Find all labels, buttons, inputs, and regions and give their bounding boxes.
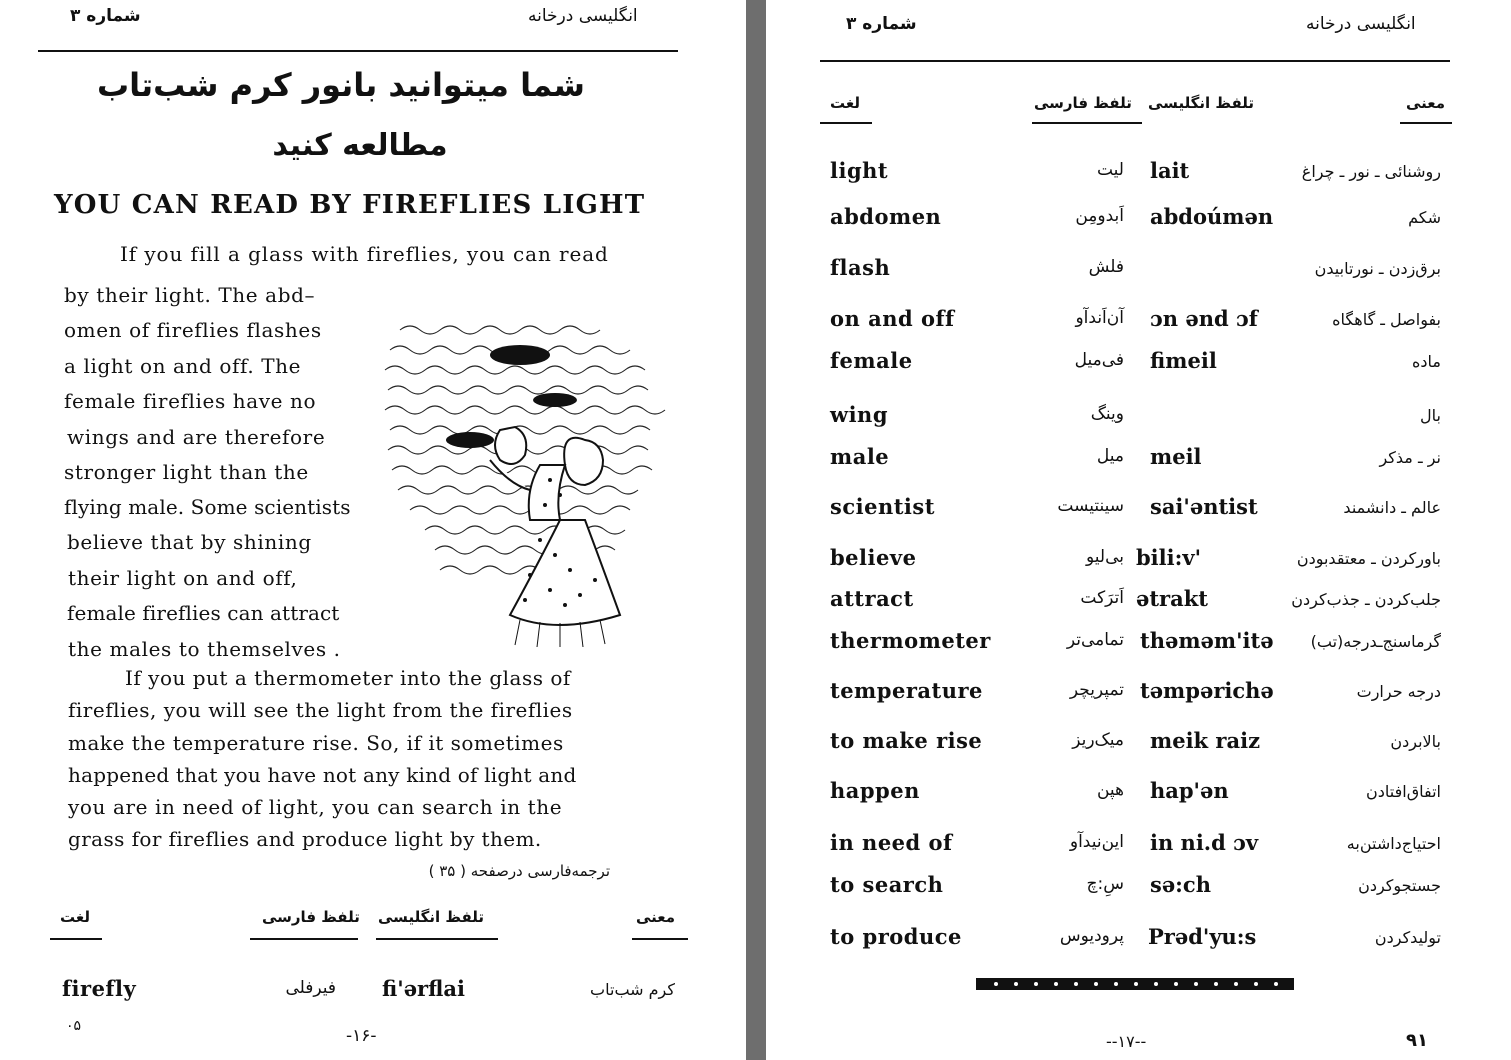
- right-header-rule: [820, 60, 1450, 62]
- vocab-row: [766, 628, 1511, 658]
- paragraph-line: fireflies, you will see the light from the fireflies: [68, 698, 573, 722]
- vocab-english-pronunciation: təmpərichə: [1140, 678, 1274, 703]
- column-header-persian-pronunciation: تلفظ فارسی: [262, 908, 360, 926]
- vocab-word: to produce: [830, 924, 962, 949]
- vocab-row: [766, 778, 1511, 808]
- paragraph-line: female fireflies have no: [64, 389, 317, 413]
- vocab-meaning: برق‌زدن ـ نورتابیدن: [1314, 259, 1441, 278]
- vocab-persian-pronunciation: تمامی‌تر: [1066, 630, 1124, 650]
- vocab-row: [766, 444, 1511, 474]
- column-header-meaning: معنی: [636, 908, 676, 926]
- vocab-persian-pronunciation: آن‌اَندآو: [1075, 308, 1124, 328]
- header-underline: [1400, 122, 1452, 124]
- vocab-english-pronunciation: bili:v': [1136, 545, 1201, 570]
- vocab-persian-pronunciation: میک‌ریز: [1072, 730, 1124, 750]
- vocab-persian-pronunciation: سِ:چ: [1086, 874, 1124, 894]
- vocab-row: [766, 924, 1511, 954]
- vocab-word: scientist: [830, 494, 935, 519]
- vocab-meaning: بال: [1420, 406, 1441, 425]
- header-underline: [50, 938, 102, 940]
- vocab-english-pronunciation: thəməm'itə: [1140, 628, 1274, 653]
- vocab-row: [766, 545, 1511, 575]
- vocab-persian-pronunciation: تمپریچر: [1069, 680, 1124, 700]
- column-header-english-pronunciation: تلفظ انگلیسی: [1148, 94, 1255, 112]
- paragraph-line: you are in need of light, you can search in the: [68, 795, 563, 819]
- vocab-row: [766, 830, 1511, 860]
- paragraph-line: believe that by shining: [67, 530, 312, 554]
- vocab-english-pronunciation: ɔn ənd ɔf: [1150, 306, 1258, 331]
- vocab-word: in need of: [830, 830, 953, 855]
- paragraph-line: flying male. Some scientists: [64, 495, 351, 519]
- vocab-persian-pronunciation: این‌نیدآو: [1069, 832, 1124, 852]
- right-header-title: انگلیسی درخانه: [1306, 14, 1416, 34]
- paragraph-line: make the temperature rise. So, if it sometimes: [68, 731, 564, 755]
- vocab-row: [0, 972, 746, 1002]
- vocab-english-pronunciation: sai'əntist: [1150, 494, 1258, 519]
- column-header-word: لغت: [60, 908, 90, 926]
- paragraph-line: If you fill a glass with fireflies, you can read: [120, 242, 609, 266]
- vocab-english-pronunciation: sə:ch: [1150, 872, 1211, 897]
- vocab-english-pronunciation: hap'ən: [1150, 778, 1229, 803]
- column-header-meaning: معنی: [1406, 94, 1446, 112]
- vocab-persian-pronunciation: اَترَکت: [1080, 588, 1124, 608]
- vocab-english-pronunciation: meik raiz: [1150, 728, 1260, 753]
- paragraph-line: a light on and off. The: [64, 354, 302, 378]
- book-gutter: [746, 0, 766, 1060]
- vocab-english-pronunciation: ətrakt: [1136, 586, 1208, 611]
- column-header-persian-pronunciation: تلفظ فارسی: [1034, 94, 1132, 112]
- right-page: [766, 0, 1511, 1060]
- vocab-english-pronunciation: in ni.d ɔv: [1150, 830, 1259, 855]
- vocab-english-pronunciation: Prəd'yu:s: [1148, 924, 1257, 949]
- header-underline: [1032, 122, 1142, 124]
- vocab-word: on and off: [830, 306, 955, 331]
- vocab-word: happen: [830, 778, 920, 803]
- english-title: YOU CAN READ BY FIREFLIES LIGHT: [54, 190, 646, 220]
- paragraph-line: the males to themselves .: [68, 637, 341, 661]
- vocab-meaning: روشنائی ـ نور ـ چراغ: [1301, 162, 1441, 181]
- vocab-word: to search: [830, 872, 944, 897]
- column-header-word: لغت: [830, 94, 860, 112]
- page-number: --۱۷--: [1106, 1032, 1147, 1051]
- vocab-meaning: عالم ـ دانشمند: [1343, 498, 1441, 517]
- vocab-meaning: اتفاق‌افتادن: [1366, 782, 1441, 801]
- vocab-persian-pronunciation: اَبدومِن: [1075, 206, 1124, 226]
- vocab-meaning: تولیدکردن: [1374, 928, 1441, 947]
- left-page: [0, 0, 746, 1060]
- header-underline: [820, 122, 872, 124]
- vocab-row: [766, 586, 1511, 616]
- paragraph-line: female fireflies can attract: [67, 601, 340, 625]
- vocab-word: believe: [830, 545, 917, 570]
- vocab-row: [766, 158, 1511, 188]
- vocab-english-pronunciation: fi'ərflai: [382, 976, 465, 1001]
- left-header-title: انگلیسی درخانه: [528, 6, 638, 26]
- vocab-row: [766, 255, 1511, 285]
- header-underline: [250, 938, 358, 940]
- vocab-persian-pronunciation: سینتیست: [1057, 496, 1124, 516]
- paragraph-line: by their light. The abd–: [64, 283, 316, 307]
- vocab-row: [766, 678, 1511, 708]
- header-underline: [632, 938, 688, 940]
- translation-note: ترجمه‌فارسی درصفحه ( ۳۵ ): [428, 862, 610, 880]
- right-vocab-table: [766, 80, 1511, 980]
- footnote-number: ۰۵: [66, 1018, 82, 1034]
- vocab-persian-pronunciation: میل: [1096, 446, 1124, 466]
- vocab-meaning: بفواصل ـ گاهگاه: [1332, 310, 1441, 329]
- vocab-meaning: کرم شب‌تاب: [590, 980, 675, 999]
- vocab-word: male: [830, 444, 890, 469]
- paragraph-line: happened that you have not any kind of light and: [68, 763, 577, 787]
- vocab-meaning: نر ـ مذکر: [1379, 448, 1441, 467]
- decorative-divider: [976, 974, 1294, 994]
- vocab-english-pronunciation: lait: [1150, 158, 1190, 183]
- vocab-meaning: گرماسنج‌ـدرجه(تب): [1310, 632, 1441, 651]
- right-header-issue: شماره ۳: [846, 14, 917, 34]
- column-header-english-pronunciation: تلفظ انگلیسی: [378, 908, 485, 926]
- vocab-meaning: بالابردن: [1390, 732, 1441, 751]
- paragraph-line: stronger light than the: [64, 460, 309, 484]
- vocab-word: female: [830, 348, 913, 373]
- vocab-meaning: جستجوکردن: [1358, 876, 1441, 895]
- paragraph-line: their light on and off,: [68, 566, 298, 590]
- vocab-word: firefly: [62, 976, 137, 1001]
- vocab-english-pronunciation: abdoúmən: [1150, 204, 1274, 229]
- vocab-word: to make rise: [830, 728, 983, 753]
- left-header-issue: شماره ۳: [70, 6, 141, 26]
- vocab-word: thermometer: [830, 628, 991, 653]
- corner-page-number: ۹۱: [1406, 1030, 1428, 1051]
- vocab-meaning: درجه حرارت: [1356, 682, 1441, 701]
- vocab-word: flash: [830, 255, 891, 280]
- girl-with-fireflies-illustration: [380, 290, 675, 650]
- vocab-row: [766, 402, 1511, 432]
- vocab-word: light: [830, 158, 889, 183]
- persian-title-line1: شما میتوانید بانور کرم شب‌تاب: [96, 66, 585, 104]
- vocab-row: [766, 728, 1511, 758]
- vocab-meaning: شکم: [1408, 208, 1441, 227]
- paragraph-line: grass for fireflies and produce light by them.: [68, 827, 542, 851]
- vocab-persian-pronunciation: فلش: [1088, 257, 1124, 277]
- left-vocab-table: [0, 900, 746, 1060]
- vocab-row: [766, 348, 1511, 378]
- vocab-english-pronunciation: fimeil: [1150, 348, 1217, 373]
- vocab-persian-pronunciation: پرودیوس: [1059, 926, 1124, 946]
- vocab-word: temperature: [830, 678, 983, 703]
- vocab-persian-pronunciation: فیرفلی: [285, 978, 336, 998]
- vocab-row: [766, 306, 1511, 336]
- paragraph-line: If you put a thermometer into the glass of: [125, 666, 571, 690]
- vocab-persian-pronunciation: بی‌لیو: [1086, 547, 1124, 567]
- vocab-row: [766, 204, 1511, 234]
- vocab-persian-pronunciation: لیت: [1096, 160, 1124, 180]
- vocab-english-pronunciation: meil: [1150, 444, 1202, 469]
- vocab-meaning: احتیاج‌داشتن‌به: [1346, 834, 1441, 853]
- vocab-word: attract: [830, 586, 914, 611]
- vocab-word: wing: [830, 402, 889, 427]
- vocab-persian-pronunciation: هپن: [1096, 780, 1124, 800]
- vocab-row: [766, 872, 1511, 902]
- paragraph-line: omen of fireflies flashes: [64, 318, 322, 342]
- header-underline: [376, 938, 498, 940]
- vocab-meaning: باورکردن ـ معتقدبودن: [1296, 549, 1441, 568]
- vocab-persian-pronunciation: فی‌میل: [1074, 350, 1124, 370]
- vocab-meaning: ماده: [1412, 352, 1441, 371]
- paragraph-line: wings and are therefore: [67, 425, 326, 449]
- vocab-word: abdomen: [830, 204, 942, 229]
- persian-title-line2: مطالعه کنید: [272, 128, 448, 163]
- vocab-meaning: جلب‌کردن ـ جذب‌کردن: [1291, 590, 1441, 609]
- page-number: -۱۶-: [346, 1026, 377, 1046]
- vocab-row: [766, 494, 1511, 524]
- vocab-persian-pronunciation: وینگ: [1090, 404, 1124, 424]
